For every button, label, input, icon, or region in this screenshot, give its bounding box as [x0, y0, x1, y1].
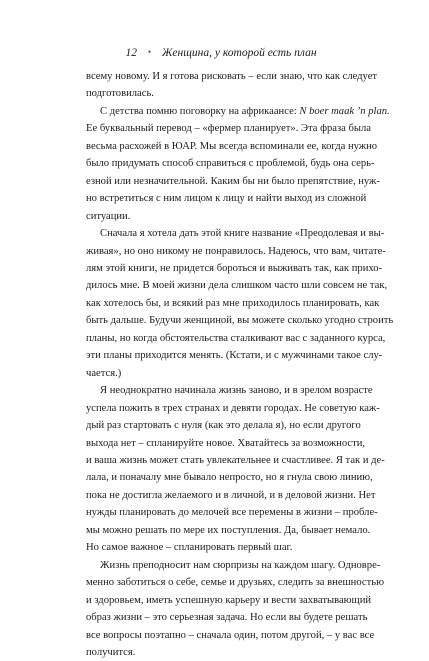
line-text: всему новому. И я готова рисковать – если знаю, что как следует [86, 71, 378, 82]
text-line [86, 400, 380, 417]
line-text: живая», но оно никому не понравилось. Надеюсь, что вам, читате- [86, 245, 386, 257]
text-line [86, 173, 380, 190]
line-text: Но самое важное – спланировать первый шаг. [86, 542, 293, 554]
text-line [86, 225, 385, 242]
line-text: получится. [86, 646, 136, 658]
line-text: как хотелось бы, и всякий раз мне приходилось планировать, как [86, 297, 380, 309]
text-line [86, 487, 376, 504]
line-text: образ жизни – это серьезная задача. Но если вы будете решать [86, 612, 368, 624]
line-text: лала, и поначалу мне бывало непросто, но я гнула свою линию, [86, 472, 373, 484]
text-line [86, 609, 368, 626]
line-text: дый раз стартовать с нуля (как это делала я), но если другого [86, 420, 361, 432]
italic-phrase: N boer maak ’n plan. [299, 105, 390, 117]
text-line [86, 627, 375, 644]
text-line [86, 382, 373, 399]
text-line [86, 592, 372, 609]
text-line [86, 469, 373, 486]
text-line [86, 260, 383, 277]
text-line [86, 417, 361, 434]
line-text: подготовилась. [86, 88, 154, 100]
paragraph [86, 103, 390, 225]
text-line [86, 557, 381, 574]
text-line [86, 85, 356, 102]
body-text [86, 68, 394, 661]
text-line [86, 452, 385, 469]
page-number: 12 [125, 47, 137, 59]
text-line [86, 190, 367, 207]
line-text: ситуации. [86, 210, 131, 222]
text-line [86, 522, 371, 539]
line-text: Я неоднократно начинала жизнь заново, и в зрелом возрасте [100, 385, 373, 397]
line-text: планы, но когда обстоятельства сталкивают вас с заданного курса, [86, 332, 386, 344]
line-text: но встретиться с ним лицом к лицу и найти выход из сложной [86, 193, 367, 205]
line-text: быть дальше. Будучи женщиной, вы можете сколько угодно строить [86, 315, 394, 327]
text-line [86, 365, 356, 382]
running-title: Женщина, у которой есть план [161, 47, 317, 59]
line-text: весьма расхожей в ЮАР. Мы всегда вспоминали ее, когда нужно [86, 140, 378, 152]
text-line [86, 312, 394, 329]
line-text: было придумать способ справиться с проблемой, будь она серь- [86, 158, 375, 170]
line-text: езной или незначительной. Каким бы ни было препятствие, нуж- [86, 175, 380, 187]
paragraph [86, 68, 378, 103]
line-text: лям этой книги, не придется бороться и выживать так, как прихо- [86, 262, 383, 274]
line-text: и здоровьем, иметь успешную карьеру и вести захватывающий [86, 594, 372, 606]
text-line [86, 295, 380, 312]
line-text: Ее буквальный перевод – «фермер планирует». Эта фраза была [86, 123, 371, 135]
line-text: менно заботиться о себе, семье и друзьях, следить за внешностью [86, 577, 384, 589]
paragraph [86, 382, 385, 557]
line-text: выхода нет – спланируйте новое. Хватайтесь за возможности, [86, 437, 366, 449]
line-text: и ваша жизнь может стать увлекательнее и счастливее. Я так и де- [86, 454, 385, 466]
text-line [86, 435, 366, 452]
text-line [86, 347, 383, 364]
text-line [86, 120, 371, 137]
paragraph [86, 225, 394, 382]
line-text: чается.) [86, 367, 122, 379]
text-line [86, 644, 356, 661]
text-line [86, 155, 375, 172]
paragraph [86, 557, 384, 661]
line-text: дилось мне. В моей жизни дела слишком часто шли совсем не так, [86, 280, 388, 292]
text-line [86, 574, 384, 591]
running-head [86, 46, 356, 60]
line-text: Сначала я хотела дать этой книге название «Преодолевая и вы- [100, 228, 385, 240]
text-line [86, 103, 390, 120]
text-line [86, 243, 386, 260]
text-line [86, 138, 378, 155]
text-line [86, 68, 378, 85]
line-text: Жизнь преподносит нам сюрпризы на каждом шагу. Одновре- [100, 559, 381, 571]
text-line [86, 330, 386, 347]
text-line [86, 277, 388, 294]
line-text: нужды планировать до мелочей все перемены в жизни – пробле- [86, 507, 378, 519]
line-text: пока не достигла желаемого и в личной, и в деловой жизни. Нет [86, 489, 376, 501]
line-text: успела пожить в трех странах и девяти городах. Не советую каж- [86, 402, 380, 414]
bullet-ornament: • [147, 47, 151, 57]
line-text: мы можно решать по мере их поступления. Да, бывает немало. [86, 524, 371, 536]
text-line [86, 539, 356, 556]
text-line [86, 208, 356, 225]
line-text: С детства помню поговорку на африкаансе: [100, 105, 300, 117]
line-text: все вопросы поэтапно – сначала один, потом другой, – у вас все [86, 629, 375, 641]
line-text: эти планы приходится менять. (Кстати, и с мужчинами такое слу- [86, 350, 383, 362]
text-line [86, 504, 378, 521]
